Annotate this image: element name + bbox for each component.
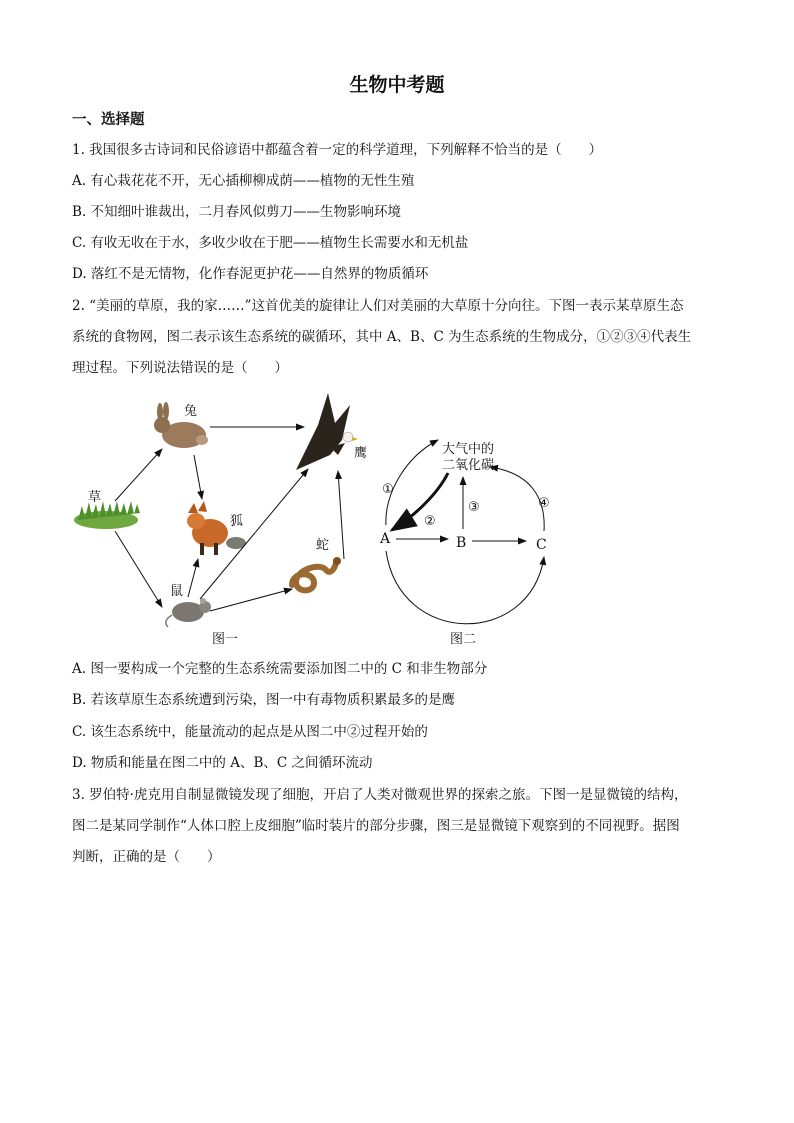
arrow-grass-to-mouse: [115, 531, 162, 607]
eagle-image: [296, 393, 358, 470]
arrow-mouse-to-snake: [210, 589, 292, 611]
arrow-process-1: [386, 440, 438, 525]
co2-label-line-1: 大气中的: [442, 442, 495, 457]
question-3-stem-line-1: 3. 罗伯特·虎克用自制显微镜发现了细胞，开启了人类对微观世界的探索之旅。下图一是显微镜的结构，: [72, 787, 688, 803]
rabbit-label: 兔: [184, 404, 198, 419]
page-title: 生物中考题: [349, 74, 445, 96]
question-2-option-c: C. 该生态系统中，能量流动的起点是从图二中②过程开始的: [72, 724, 428, 740]
mouse-image: [166, 598, 211, 627]
fox-label: 狐: [230, 514, 244, 529]
process-3-label: ③: [468, 500, 480, 515]
snake-label: 蛇: [316, 538, 330, 553]
question-2-option-a: A. 图一要构成一个完整的生态系统需要添加图二中的 C 和非生物部分: [72, 661, 488, 677]
question-1-option-b: B. 不知细叶谁裁出，二月春风似剪刀——生物影响环境: [72, 204, 402, 220]
figure-2-caption: 图二: [450, 632, 477, 647]
section-heading: 一、选择题: [72, 111, 145, 128]
process-2-label: ②: [424, 514, 436, 529]
figure-1-caption: 图一: [212, 632, 239, 647]
question-1-option-a: A. 有心栽花花不开，无心插柳柳成荫——植物的无性生殖: [72, 173, 415, 189]
arrow-mouse-to-fox: [188, 559, 198, 597]
mouse-label: 鼠: [170, 584, 184, 599]
question-2-stem-line-2: 系统的食物网，图二表示该生态系统的碳循环，其中 A、B、C 为生态系统的生物成分，①②③④代表生: [72, 329, 692, 345]
node-c: C: [536, 537, 547, 553]
food-web-figure: [74, 393, 367, 647]
carbon-cycle-figure: [379, 440, 550, 647]
question-1-stem: 1. 我国很多古诗词和民俗谚语中都蕴含着一定的科学道理，下列解释不恰当的是（ ）: [72, 142, 603, 158]
process-4-label: ④: [538, 496, 550, 511]
arrow-grass-to-rabbit: [115, 449, 162, 501]
arrow-process-4: [490, 467, 544, 531]
grass-label: 草: [88, 490, 102, 505]
question-1-option-d: D. 落红不是无情物，化作春泥更护花——自然界的物质循环: [72, 266, 429, 282]
figures-svg: [60, 385, 580, 655]
question-2-stem-line-1: 2. “美丽的草原，我的家……”这首优美的旋律让人们对美丽的大草原十分向往。下图一表示某草原生态: [72, 298, 684, 314]
co2-label-line-2: 二氧化碳: [442, 458, 495, 473]
arrow-a-to-c: [386, 551, 544, 624]
arrow-process-2: [392, 473, 448, 530]
node-b: B: [456, 535, 467, 551]
eagle-label: 鹰: [354, 446, 368, 461]
snake-image: [292, 557, 341, 590]
question-2-stem-line-3: 理过程。下列说法错误的是（ ）: [72, 360, 288, 376]
node-a: A: [380, 531, 391, 547]
question-2-option-b: B. 若该草原生态系统遭到污染，图一中有毒物质积累最多的是鹰: [72, 692, 456, 708]
question-1-option-c: C. 有收无收在于水，多收少收在于肥——植物生长需要水和无机盐: [72, 235, 469, 251]
arrow-rabbit-to-fox: [194, 455, 202, 499]
grass-image: [74, 501, 140, 529]
question-2-figures: [60, 385, 580, 655]
rabbit-image: [154, 402, 208, 448]
question-3-stem-line-2: 图二是某同学制作“人体口腔上皮细胞”临时装片的部分步骤，图三是显微镜下观察到的不同视野。据图: [72, 818, 680, 834]
process-1-label: ①: [382, 482, 394, 497]
arrow-snake-to-eagle: [338, 471, 344, 559]
question-3-stem-line-3: 判断，正确的是（ ）: [72, 849, 221, 865]
question-2-option-d: D. 物质和能量在图二中的 A、B、C 之间循环流动: [72, 755, 373, 771]
